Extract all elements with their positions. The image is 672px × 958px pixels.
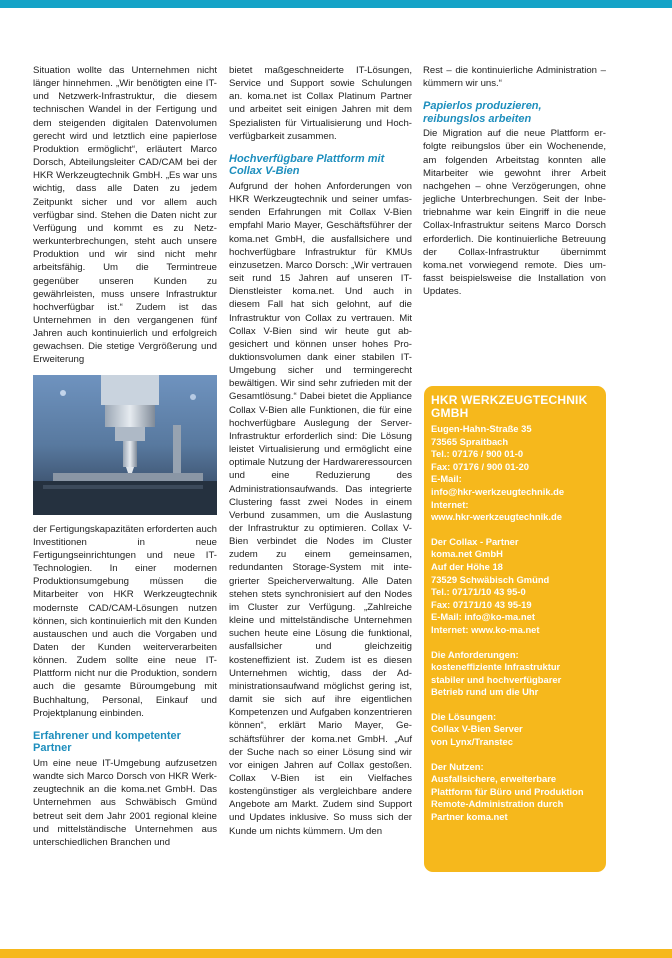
top-accent-bar xyxy=(0,0,672,8)
infobox-line: stabiler und hochverfügbarer xyxy=(431,673,562,685)
infobox-title: HKR WERKZEUGTECHNIK GMBH xyxy=(431,393,588,420)
article-column-1 xyxy=(33,64,217,849)
infobox-line: Internet: www.ko-ma.net xyxy=(431,623,540,635)
cnc-machine-image xyxy=(33,375,217,515)
col2-subheading: Hochverfügbare Plattform mit Collax V-Bien xyxy=(229,152,385,178)
col2-paragraph-2: Aufgrund der hohen Anforderungen von HKR Werkzeugtechnik und seiner umfassenden Erfahrungen mit Collax V-Bien empfahl Mario Mayer, Geschäftsführer der koma.net GmbH, die ausfallsichere und hochverfügbare Infrastruktur für KMUs einzusetzen. Marco Dorsch: „Wir vertrauen seit rund 15 Jahren auf unseren IT-Dienstleister koma.net. Und auch in diesem Fall hat sich gelohnt, auf die Infrastruktur von Collax zu vertrauen. Mit Collax V-Bien sind wir heute gut abgesichert und können unser hohes Produktionsvolumen dank einer stabilen IT-Umgebung sicher und termingerecht bewältigen. Wir sind sehr zufrieden mit der Gesamtlösung.“ Dabei bietet die Appliance Collax V-Bien alle Funktionen, die für eine hochverfügbare Auslegung der Server-Infrastruktur erforderlich sind: Die Lösung leistet Virtualisierung und ermöglicht eine optimale Nutzung der Hardwareressourcen und eine Reduzierung des Administrationsaufwands. Das integrierte Clustering fasst zwei Nodes in einem Verbund zusammen, um die Auslastung der Infrastruktur zu optimieren. Collax V-Bien verbindet die Nodes im Cluster zudem zu einem gemeinsamen, redundanten Storage-System mit integrierter Speicherverwaltung. Alle Daten stehen stets synchronisiert auf den Nodes im Cluster zur Verfügung. „Zahlreiche kleine und mittelständische Unternehmen suchen heute eine Lösung die funktional, ausfallsicher und gleichzeitig kosteneffizient ist. Zudem ist es diesen Unternehmen wichtig, dass der Administrationsaufwand möglichst gering ist, damit sie sich auf ihre eigentlichen Kompetenzen und Aufgaben konzentrieren können“, erklärt Mario Mayer, Geschäftsführer der koma.net GmbH. „Auf der Suche nach so einer Lösung sind wir vor einigen Jahren auf Collax gestoßen. Collax V-Bien ist ein Vielfaches kostengünstiger als vergleichbare andere Angebote am Markt. Zudem sind Support und Updates inklusive. So muss sich der Kunde um nichts kümmern. Um den xyxy=(229,180,412,837)
infobox-line: Die Lösungen: xyxy=(431,710,497,722)
infobox-line: von Lynx/Transtec xyxy=(431,736,513,748)
infobox-line: E-Mail: info@ko-ma.net xyxy=(431,611,535,623)
article-column-2 xyxy=(229,64,412,838)
infobox-line: 73565 Spraitbach xyxy=(431,435,509,447)
infobox-line: Internet: xyxy=(431,498,469,510)
col2-paragraph-1: bietet maßgeschneiderte IT-Lösungen, Service und Support sowie Schulungen an. koma.net ist Collax Platinum Partner und arbeitet seit einigen Jahren mit dem Spezialisten für Virtualisierung und Hochverfügbarkeit zusammen. xyxy=(229,65,412,142)
infobox-line: Tel.: 07171/10 43 95-0 xyxy=(431,586,526,598)
bottom-accent-bar xyxy=(0,949,672,958)
infobox-line: Der Collax - Partner xyxy=(431,535,519,547)
solutions-block xyxy=(431,711,599,749)
machine-photo xyxy=(33,375,217,515)
infobox-line: Tel.: 07176 / 900 01-0 xyxy=(431,448,524,460)
infobox-line: Fax: 07171/10 43 95-19 xyxy=(431,598,532,610)
infobox-line: kosteneffiziente Infrastruktur xyxy=(431,661,561,673)
infobox-line: Remote-Administration durch xyxy=(431,798,564,810)
infobox-line: koma.net GmbH xyxy=(431,548,503,560)
col1-subheading: Erfahrener und kompetenter Partner xyxy=(33,729,181,755)
col1-paragraph-1: Situation wollte das Unternehmen nicht länger hinnehmen. „Wir benötigten eine IT- und Netzwerk-Infrastruktur, die diesem technischen Wandel in der Fertigung und dem steigenden digitalen Datenvolumen gerecht wird und letztlich eine papierlose Produktion ermöglicht“, erläutert Marco Dorsch, Abteilungsleiter CAD/CAM bei der HKR Werkzeugtechnik GmbH. „Es war uns wichtig, dass alle Daten zu jedem Zeitpunkt sicher und vor allem auch verfügbar sind. Stehen die Daten nicht zur Verfügung und kommt es zu Netzwerkunterbrechungen, steht auch unsere Produktion und wir sind nicht mehr arbeitsfähig. Um die Termintreue gegenüber unseren Kunden zu gewährleisten, muss unsere Infrastruktur hochverfügbar ist.“ Zudem ist das Unternehmen in den vergangenen fünf Jahren auch kontinuierlich und erfolgreich gewachsen. Die stetige Vergrößerung und Erweiterung xyxy=(33,65,217,366)
article-column-3 xyxy=(423,64,606,298)
col1-paragraph-3: Um eine neue IT-Umgebung aufzusetzen wandte sich Marco Dorsch von HKR Werkzeugtechnik an die koma.net GmbH. Das Unternehmen aus Schwäbisch Gmünd betreut seit dem Jahr 2001 regional kleine und mittelständische Unternehmen aus unterschiedlichen Branchen und xyxy=(33,757,217,848)
infobox-line: E-Mail: xyxy=(431,473,462,485)
infobox-line: Collax V-Bien Server xyxy=(431,723,523,735)
company-contact-block xyxy=(431,423,599,524)
col3-subheading: Papierlos produzieren, reibungslos arbeiten xyxy=(423,100,542,125)
infobox-line: Auf der Höhe 18 xyxy=(431,560,503,572)
partner-contact-block xyxy=(431,536,599,637)
col3-paragraph-2: Die Migration auf die neue Plattform erfolgte reibungslos über ein Wochenende, am folgenden Arbeitstag konnten alle Mitarbeiter wie gewohnt ihrer Arbeit nachgehen – ohne Verzögerungen, ohne jegliche Unterbrechungen. Seit der Inbetriebnahme war kein Eingriff in die neue Collax-Infrastruktur seitens Marco Dorsch erforderlich. Die kontinuierliche Betreuung der Collax-Infrastruktur übernimmt koma.net vorwiegend remote. Dies umfasst beispielsweise die Installation von Updates. xyxy=(423,128,606,298)
requirements-block xyxy=(431,649,599,699)
company-info-box xyxy=(424,386,606,872)
infobox-line: Der Nutzen: xyxy=(431,760,484,772)
benefits-block xyxy=(431,761,599,824)
col3-paragraph-1: Rest – die kontinuierliche Administration – kümmern wir uns.“ xyxy=(423,65,606,90)
infobox-line: Fax: 07176 / 900 01-20 xyxy=(431,460,529,472)
infobox-line: www.hkr-werkzeugtechnik.de xyxy=(431,511,562,523)
infobox-line: Eugen-Hahn-Straße 35 xyxy=(431,423,532,434)
infobox-line: Die Anforderungen: xyxy=(431,648,519,660)
infobox-line: Ausfallsichere, erweiterbare xyxy=(431,773,557,785)
infobox-line: 73529 Schwäbisch Gmünd xyxy=(431,573,550,585)
infobox-line: info@hkr-werkzeugtechnik.de xyxy=(431,485,565,497)
infobox-line: Betrieb rund um die Uhr xyxy=(431,686,539,698)
infobox-line: Partner koma.net xyxy=(431,811,508,823)
infobox-line: Plattform für Büro und Produktion xyxy=(431,785,584,797)
col1-paragraph-2: der Fertigungskapazitäten erforderten auch Investitionen in neue Fertigungseinrichtungen und neue IT-Technologien. In einer modernen Produktionsumgebung müssen die Mitarbeiter von HKR Werkzeugtechnik modernste CAD/CAM-Lösungen nutzen können, sich kontinuierlich mit den Kunden austauschen und auch die Vorgaben und Daten der Kunden weiterverarbeiten können. Zudem sollte eine neue IT-Plattform nicht nur die Produktion, sondern auch die gesamte Büroumgebung mit Buchhaltung, Personal, Einkauf und Projektplanung einbinden. xyxy=(33,523,217,719)
